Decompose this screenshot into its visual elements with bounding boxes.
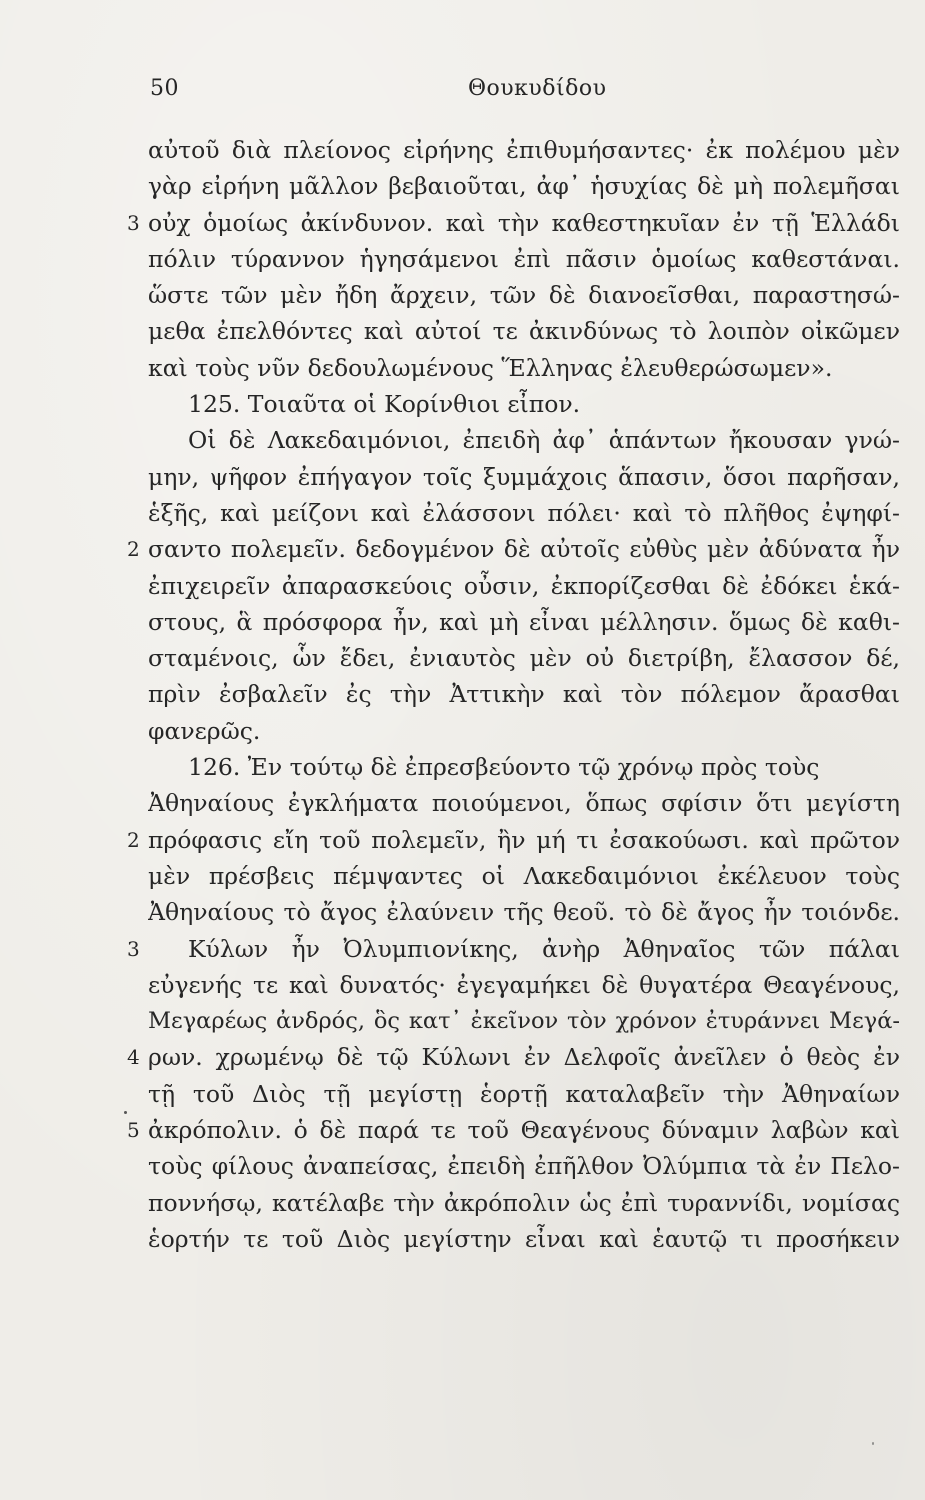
text-line <box>0 822 925 858</box>
line-text: καὶ τοὺς νῦν δεδουλωμένους Ἕλληνας ἐλευθερώσωμεν». <box>148 353 833 382</box>
line-text: φανερῶς. <box>148 716 261 745</box>
text-line <box>0 422 925 458</box>
line-text: μεθα ἐπελθόντες καὶ αὐτοί τε ἀκινδύνως τὸ λοιπὸν οἰκῶμεν <box>148 317 900 346</box>
text-line <box>0 894 925 930</box>
text-line <box>0 1003 925 1039</box>
line-text: ἑορτήν τε τοῦ Διὸς μεγίστην εἶναι καὶ ἑαυτῷ τι προσήκειν <box>148 1224 900 1253</box>
running-head: Θουκυδίδου <box>468 76 607 101</box>
print-speck <box>872 1442 874 1445</box>
line-text: ποννήσῳ, κατέλαβε τὴν ἀκρόπολιν ὡς ἐπὶ τυραννίδι, νομίσας <box>148 1188 900 1217</box>
text-line <box>0 1185 925 1221</box>
line-text: τοὺς φίλους ἀναπείσας, ἐπειδὴ ἐπῆλθον Ὀλύμπια τὰ ἐν Πελο- <box>148 1152 900 1181</box>
line-text: ἐπιχειρεῖν ἀπαρασκεύοις οὖσιν, ἐκπορίζεσθαι δὲ ἐδόκει ἑκά- <box>148 571 900 600</box>
line-text: οὐχ ὁμοίως ἀκίνδυνον. καὶ τὴν καθεστηκυῖαν ἐν τῇ Ἑλλάδι <box>148 208 900 237</box>
text-line <box>0 1148 925 1184</box>
line-text: μην, ψῆφον ἐπήγαγον τοῖς ξυμμάχοις ἅπασιν, ὅσοι παρῆσαν, <box>148 462 900 491</box>
line-text: στους, ἃ πρόσφορα ἦν, καὶ μὴ εἶναι μέλλησιν. ὅμως δὲ καθι- <box>148 607 900 636</box>
page-number: 50 <box>150 76 179 101</box>
section-number: 4 <box>127 1045 140 1070</box>
line-text: Μεγαρέως ἀνδρός, ὃς κατ᾽ ἐκεῖνον τὸν χρόνον ἐτυράννει Μεγά- <box>148 1008 900 1035</box>
text-line <box>0 350 925 386</box>
line-text: πρόφασις εἴη τοῦ πολεμεῖν, ἢν μή τι ἐσακούωσι. καὶ πρῶτον <box>148 825 900 854</box>
text-line <box>0 531 925 567</box>
line-text: Ἀθηναίους τὸ ἄγος ἐλαύνειν τῆς θεοῦ. τὸ δὲ ἄγος ἦν τοιόνδε. <box>148 898 900 927</box>
text-line <box>0 785 925 821</box>
text-line <box>0 241 925 277</box>
line-text: πόλιν τύραννον ἡγησάμενοι ἐπὶ πᾶσιν ὁμοίως καθεστάναι. <box>148 244 900 273</box>
line-text: μὲν πρέσβεις πέμψαντες οἱ Λακεδαιμόνιοι ἐκέλευον τοὺς <box>148 861 900 890</box>
section-number: 3 <box>127 936 140 961</box>
text-line <box>0 205 925 241</box>
line-text: ἑξῆς, καὶ μείζονι καὶ ἐλάσσονι πόλει· καὶ τὸ πλῆθος ἐψηφί- <box>148 498 900 527</box>
text-line <box>0 459 925 495</box>
text-line <box>0 604 925 640</box>
line-text: σαντο πολεμεῖν. δεδογμένον δὲ αὐτοῖς εὐθὺς μὲν ἀδύνατα ἦν <box>148 535 900 564</box>
text-line <box>0 931 925 967</box>
line-text: αὐτοῦ διὰ πλείονος εἰρήνης ἐπιθυμήσαντες· ἐκ πολέμου μὲν <box>148 136 900 164</box>
text-line <box>0 168 925 204</box>
body-text <box>0 132 925 1257</box>
text-line <box>0 1039 925 1075</box>
line-text: εὐγενής τε καὶ δυνατός· ἐγεγαμήκει δὲ θυγατέρα Θεαγένους, <box>148 970 900 999</box>
line-text: Κύλων ἦν Ὀλυμπιονίκης, ἀνὴρ Ἀθηναῖος τῶν πάλαι <box>188 934 900 963</box>
text-line <box>0 1221 925 1257</box>
text-line <box>0 858 925 894</box>
line-text: 125. Τοιαῦτα οἱ Κορίνθιοι εἶπον. <box>188 390 581 419</box>
text-line <box>0 1112 925 1148</box>
text-line <box>0 713 925 749</box>
text-line <box>0 277 925 313</box>
page-header <box>150 76 895 106</box>
print-speck <box>124 1111 127 1114</box>
text-line <box>0 1076 925 1112</box>
text-line <box>0 676 925 712</box>
text-line <box>0 495 925 531</box>
text-line <box>0 967 925 1003</box>
line-text: σταμένοις, ὧν ἔδει, ἐνιαυτὸς μὲν οὐ διετρίβη, ἔλασσον δέ, <box>148 644 900 673</box>
text-line <box>0 132 925 168</box>
text-line <box>0 640 925 676</box>
line-text: γὰρ εἰρήνη μᾶλλον βεβαιοῦται, ἀφ᾽ ἡσυχίας δὲ μὴ πολεμῆσαι <box>148 172 900 201</box>
line-text: Οἱ δὲ Λακεδαιμόνιοι, ἐπειδὴ ἀφ᾽ ἁπάντων ἤκουσαν γνώ- <box>188 426 900 455</box>
section-number: 2 <box>127 537 140 562</box>
chapter-heading-line <box>0 749 925 785</box>
section-number: 3 <box>127 210 140 235</box>
line-text: Ἀθηναίους ἐγκλήματα ποιούμενοι, ὅπως σφίσιν ὅτι μεγίστη <box>148 789 900 818</box>
line-text: ρων. χρωμένῳ δὲ τῷ Κύλωνι ἐν Δελφοῖς ἀνεῖλεν ὁ θεὸς ἐν <box>148 1043 900 1072</box>
section-number: 2 <box>127 827 140 852</box>
line-text: τῇ τοῦ Διὸς τῇ μεγίστῃ ἑορτῇ καταλαβεῖν τὴν Ἀθηναίων <box>148 1079 900 1108</box>
chapter-heading-line <box>0 386 925 422</box>
text-line <box>0 568 925 604</box>
line-text: πρὶν ἐσβαλεῖν ἐς τὴν Ἀττικὴν καὶ τὸν πόλεμον ἄρασθαι <box>148 680 900 709</box>
line-text: ὥστε τῶν μὲν ἤδη ἄρχειν, τῶν δὲ διανοεῖσθαι, παραστησώ- <box>148 281 900 310</box>
section-number: 5 <box>127 1118 140 1143</box>
line-text: ἀκρόπολιν. ὁ δὲ παρά τε τοῦ Θεαγένους δύναμιν λαβὼν καὶ <box>148 1116 900 1145</box>
text-line <box>0 313 925 349</box>
line-text: 126. Ἐν τούτῳ δὲ ἐπρεσβεύοντο τῷ χρόνῳ πρὸς τοὺς <box>188 753 820 782</box>
